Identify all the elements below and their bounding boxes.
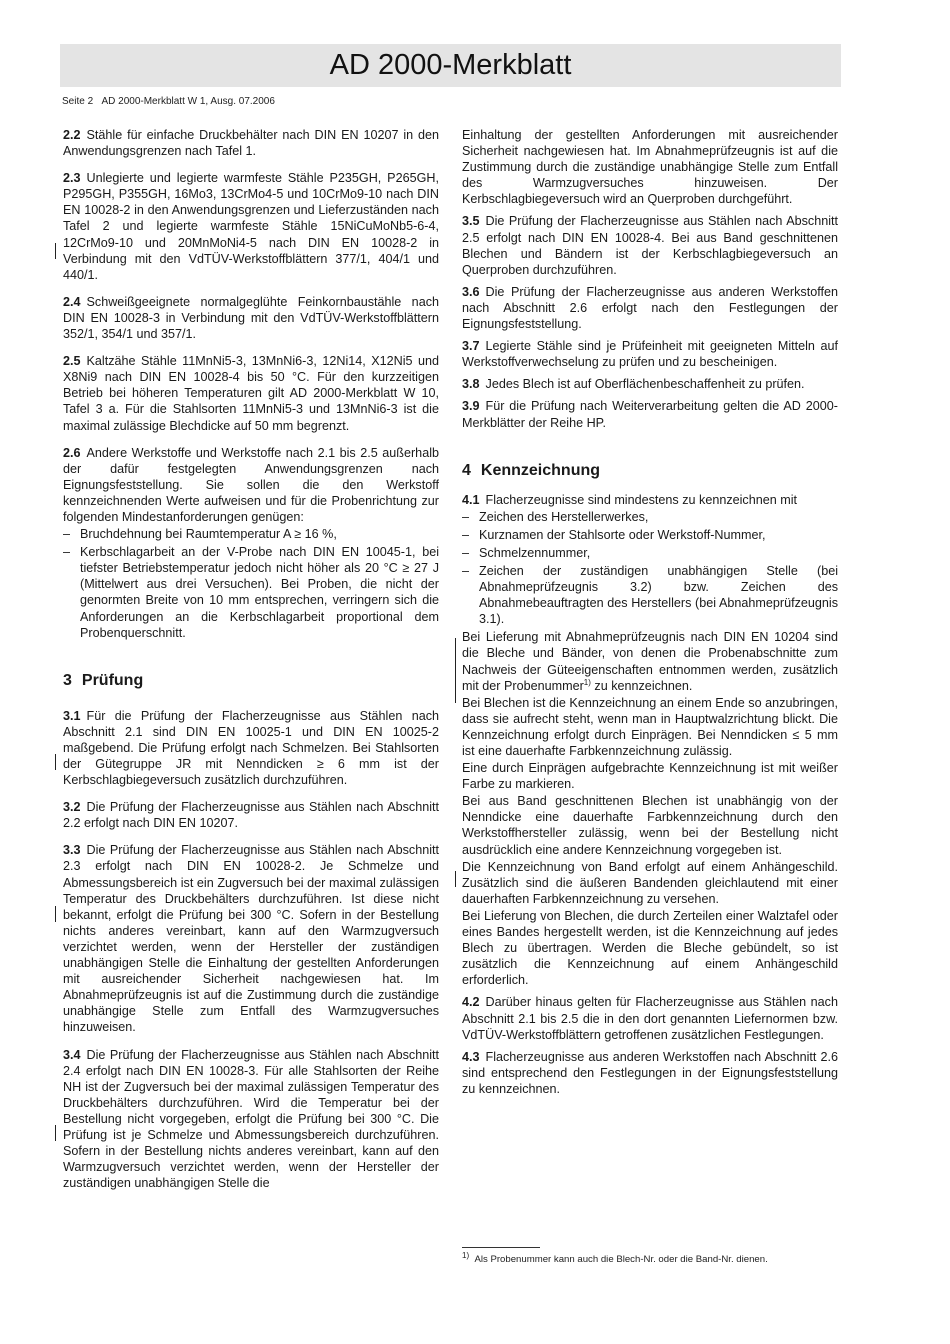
paragraph-3-8	[462, 376, 838, 392]
paragraph-text: Für die Prüfung der Flacherzeugnisse aus Stählen nach Abschnitt 2.1 sind DIN EN 10025-1 und DIN EN 10025-2 maßgebend. Die Prüfung erfolgt nach Schmelzen. Bei Stahlsorten der Gütegruppe JR mit Nenndicken ≥ 6 mm ist der Kerbschlagbiegeversuch zusätzlich durchzuführen.	[63, 708, 439, 788]
change-bar	[455, 871, 456, 887]
paragraph-2-5	[63, 353, 439, 433]
paragraph-2-4	[63, 294, 439, 342]
list-item: – Schmelzennummer,	[462, 545, 838, 561]
section-number: 3.3	[63, 843, 81, 858]
paragraph-4-einpraegen: Eine durch Einprägen aufgebrachte Kennzeichnung ist mit weißer Farbe zu markieren.	[462, 761, 838, 792]
paragraph-3-3	[63, 842, 439, 1035]
change-bar	[55, 243, 56, 259]
section-number: 3.1	[63, 708, 81, 723]
section-number: 2.5	[63, 354, 81, 369]
paragraph-text: Flacherzeugnisse sind mindestens zu kennzeichnen mit	[485, 492, 798, 507]
paragraph-4-2	[462, 994, 838, 1042]
paragraph-3-9	[462, 398, 838, 430]
section-number: 4.2	[462, 995, 480, 1010]
page-number: Seite 2	[62, 96, 94, 107]
requirements-list	[63, 526, 439, 641]
paragraph-3-5	[462, 213, 838, 277]
section-number: 3.8	[462, 377, 480, 392]
section-number: 3.7	[462, 339, 480, 354]
paragraph-4-probenummer	[462, 629, 838, 693]
paragraph-text: Die Prüfung der Flacherzeugnisse aus Stählen nach Abschnitt 2.5 erfolgt nach DIN EN 10028-4. Bei aus Band geschnittenen Blechen und Bändern ist der Kerbschlagbiegeversuch an Querproben durchzuführen.	[462, 214, 838, 277]
section-number: 3.6	[462, 284, 480, 299]
paragraph-4-bleche: Bei Blechen ist die Kennzeichnung an einem Ende so anzubringen, dass sie aufrecht steht, wenn man in Hauptwalzrichtung blickt. Die Kennzeichnung erfolgt durch Einprägen. Bei Nenndicken ≤ 5 mm ist eine dauerhafte Farbkennzeichnung zulässig.	[462, 695, 838, 758]
section-number: 3.9	[462, 399, 480, 414]
footnote-ref: 1)	[583, 677, 591, 687]
list-item: – Kurznamen der Stahlsorte oder Werkstoff-Nummer,	[462, 527, 838, 543]
paragraph-text: Die Prüfung der Flacherzeugnisse aus Stählen nach Abschnitt 2.2 erfolgt nach DIN EN 10207.	[63, 800, 439, 831]
section-number: 4.1	[462, 492, 480, 507]
section-number: 3.4	[63, 1047, 81, 1062]
heading-number: 3	[63, 671, 72, 689]
header-bar	[60, 44, 841, 87]
paragraph-text: Unlegierte und legierte warmfeste Stähle P235GH, P265GH, P295GH, P355GH, 16Mo3, 13CrMo4-5 und 10CrMo9-10 nach DIN EN 10028-2 in den Anwendungsgrenzen und Lieferzuständen nach Tafel 2 und legierte warmfeste Stähle 15NiCuMoNb5-6-4, 12CrMo9-10 und 20MnMoNi4-5 nach DIN EN 10028-2 in Verbindung mit den VdTÜV-Werkstoffblättern 377/1, 404/1 und 440/1.	[63, 171, 439, 282]
paragraph-3-1	[63, 708, 439, 788]
section-number: 2.2	[63, 128, 81, 142]
footnote-mark: 1)	[462, 1250, 470, 1260]
footnote-text: Als Probenummer kann auch die Blech-Nr. oder die Band-Nr. dienen.	[474, 1254, 768, 1265]
paragraph-text: Andere Werkstoffe und Werkstoffe nach 2.1 bis 2.5 außerhalb der dafür festgelegten Anwendungsgrenzen nach Eignungsfeststellung. Sie sollen die den Werkstoff kennzeichnenden Werte aufweisen und für die Probenrichtung zur folgenden Mindestanforderungen genügen:	[63, 445, 439, 524]
paragraph-3-6	[462, 284, 838, 332]
paragraph-text: Jedes Blech ist auf Oberflächenbeschaffenheit zu prüfen.	[485, 377, 805, 392]
paragraph-4-zerteilen: Bei Lieferung von Blechen, die durch Zerteilen einer Walztafel oder eines Bandes hergestellt werden, ist die Kennzeichnung auf jedes Blech zu übertragen. Werden die Bleche gebündelt, so ist zusätzlich die Kennzeichnung auf einem Anhängeschild erforderlich.	[462, 908, 838, 988]
section-number: 2.6	[63, 445, 81, 460]
marking-list	[462, 509, 838, 628]
paragraph-text: Stähle für einfache Druckbehälter nach DIN EN 10207 in den Anwendungsgrenzen nach Tafel 1.	[63, 128, 439, 159]
section-heading-3	[63, 671, 439, 691]
section-number: 2.4	[63, 294, 81, 309]
list-item: – Zeichen der zuständigen unabhängigen Stelle (bei Abnahmeprüfzeugnis 3.2) bzw. Zeichen des Abnahmebeauftragten des Herstellers (bei Abnahmeprüfzeugnis 3.1).	[462, 563, 838, 627]
paragraph-text: Legierte Stähle sind je Prüfeinheit mit geeigneten Mitteln auf Werkstoffverwechselung zu prüfen und zu bescheinigen.	[462, 339, 838, 370]
paragraph-4-band-bleche: Bei aus Band geschnittenen Blechen ist unabhängig von der Nenndicke eine dauerhafte Farbkennzeichnung durch den Werkstoffhersteller zulässig, wenn bei der Bestellung nicht ausdrücklich eine andere Kennzeichnung vorgegeben ist.	[462, 794, 838, 857]
heading-title: Prüfung	[81, 671, 144, 689]
paragraph-text: Schweißgeeignete normalgeglühte Feinkornbaustähle nach DIN EN 10028-3 in Verbindung mit den VdTÜV-Werkstoffblättern 352/1, 354/1 und 357/1.	[63, 294, 439, 342]
document-reference: AD 2000-Merkblatt W 1, Ausg. 07.2006	[101, 96, 275, 107]
paragraph-text: Für die Prüfung nach Weiterverarbeitung gelten die AD 2000-Merkblätter der Reihe HP.	[462, 399, 838, 430]
change-bar	[55, 906, 56, 922]
heading-number: 4	[462, 461, 471, 479]
paragraph-text: zu kennzeichnen.	[590, 678, 693, 693]
footnote	[462, 1250, 768, 1265]
paragraph-4-1	[462, 492, 838, 508]
section-number: 2.3	[63, 171, 81, 186]
section-heading-4	[462, 461, 838, 481]
change-bar	[55, 1125, 56, 1141]
list-item: – Bruchdehnung bei Raumtemperatur A ≥ 16 %,	[63, 526, 439, 542]
paragraph-text: Kaltzähe Stähle 11MnNi5-3, 13MnNi6-3, 12Ni14, X12Ni5 und X8Ni9 nach DIN EN 10028-4 bis 50 °C. Für den kurzzeitigen Betrieb bei höheren Temperaturen gilt AD 2000-Merkblatt W 10, Tafel 3 a. Für die Stahlsorten 11MnNi5-3 und 13MnNi6-3 ist die maximal zulässige Blechdicke auf 50 mm begrenzt.	[63, 354, 439, 433]
list-item: – Kerbschlagarbeit an der V-Probe nach DIN EN 10045-1, bei tiefster Betriebstemperatur jedoch nicht höher als 20 °C ≥ 27 J (Mittelwert aus drei Versuchen). Bei Proben, die nicht der genormten Breite von 10 mm entsprechen, verringern sich die Anforderungen an die Kerbschlagarbeit proportional dem Probenquerschnitt.	[63, 544, 439, 641]
page-meta	[62, 96, 275, 107]
paragraph-4-3	[462, 1049, 838, 1097]
paragraph-text: Die Prüfung der Flacherzeugnisse aus anderen Werkstoffen nach Abschnitt 2.6 erfolgt nach den Festlegungen der Eignungsfeststellung.	[462, 284, 838, 332]
section-number: 3.2	[63, 800, 81, 815]
footnote-divider	[462, 1247, 540, 1248]
paragraph-2-6	[63, 445, 439, 525]
change-bar	[455, 638, 456, 703]
paragraph-4-band: Die Kennzeichnung von Band erfolgt auf einem Anhängeschild. Zusätzlich sind die äußeren Bandenden gleichlautend mit einer dauerhaften Farbkennzeichnung zu versehen.	[462, 859, 838, 906]
paragraph-3-2	[63, 799, 439, 831]
paragraph-text: Bei Lieferung mit Abnahmeprüfzeugnis nach DIN EN 10204 sind die Bleche und Bänder, von denen die Probenabschnitte zum Nachweis der Güteeigenschaften entnommen werden, zusätzlich mit der Probenummer	[462, 630, 838, 693]
paragraph-3-7	[462, 338, 838, 370]
left-column	[63, 127, 439, 1202]
change-bar	[55, 754, 56, 770]
heading-title: Kennzeichnung	[480, 461, 601, 479]
paragraph-text: Darüber hinaus gelten für Flacherzeugnisse aus Stählen nach Abschnitt 2.1 bis 2.5 die in den dort genannten Liefernormen bzw. VdTÜV-Werkstoffblättern getroffenen zusätzlichen Festlegungen.	[462, 995, 838, 1042]
section-number: 3.5	[462, 214, 480, 229]
list-item: – Zeichen des Herstellerwerkes,	[462, 509, 838, 525]
paragraph-2-3	[63, 170, 439, 283]
page-title: AD 2000-Merkblatt	[329, 49, 572, 81]
section-number: 4.3	[462, 1049, 480, 1064]
paragraph-3-4	[63, 1047, 439, 1192]
paragraph-text: Flacherzeugnisse aus anderen Werkstoffen nach Abschnitt 2.6 sind entsprechend den Festlegungen in der Eignungsfeststellung zu kennzeichnen.	[462, 1049, 838, 1096]
right-column	[462, 127, 838, 1108]
paragraph-text: Die Prüfung der Flacherzeugnisse aus Stählen nach Abschnitt 2.3 erfolgt nach DIN EN 10028-2. Je Schmelze und Abmessungsbereich ist ein Zugversuch bei der maximal zulässigen Temperatur des Druckbehälters durchzuführen. Ist diese nicht bekannt, erfolgt die Prüfung bei 300 °C. Sofern in der Bestellung nichts anderes vereinbart, kann auf den Warmzugversuch verzichtet werden, wenn der Hersteller der zuständigen unabhängigen Stelle die Einhaltung der gestellten Anforderungen mit ausreichender Sicherheit nachgewiesen hat. Im Abnahmeprüfzeugnis ist auf die Zustimmung durch die zuständige unabhängige Stelle zum Entfall des Warmzugversuches hinzuweisen.	[63, 843, 439, 1035]
paragraph-3-4-continued: Einhaltung der gestellten Anforderungen mit ausreichender Sicherheit nachgewiesen hat. Im Abnahmeprüfzeugnis ist auf die Zustimmung durch die zuständige unabhängige Stelle zum Entfall des Warmzugversuches hinzuweisen. Der Kerbschlagbiegeversuch wird an Querproben durchgeführt.	[462, 128, 838, 207]
paragraph-text: Die Prüfung der Flacherzeugnisse aus Stählen nach Abschnitt 2.4 erfolgt nach DIN EN 10028-3. Für alle Stahlsorten der Reihe NH ist der Zugversuch bei der maximal zulässigen Temperatur des Druckbehälters durchzuführen. Wird die Temperatur bei der Bestellung nicht vorgegeben, erfolgt die Prüfung bei 300 °C. Die Prüfung ist je Schmelze und Abmessungsbereich durchzuführen. Sofern in der Bestellung nichts anderes vereinbart, kann auf den Warmzugversuch verzichtet werden, wenn der Hersteller der zuständigen unabhängigen Stelle die	[63, 1047, 439, 1191]
paragraph-2-2	[63, 127, 439, 159]
